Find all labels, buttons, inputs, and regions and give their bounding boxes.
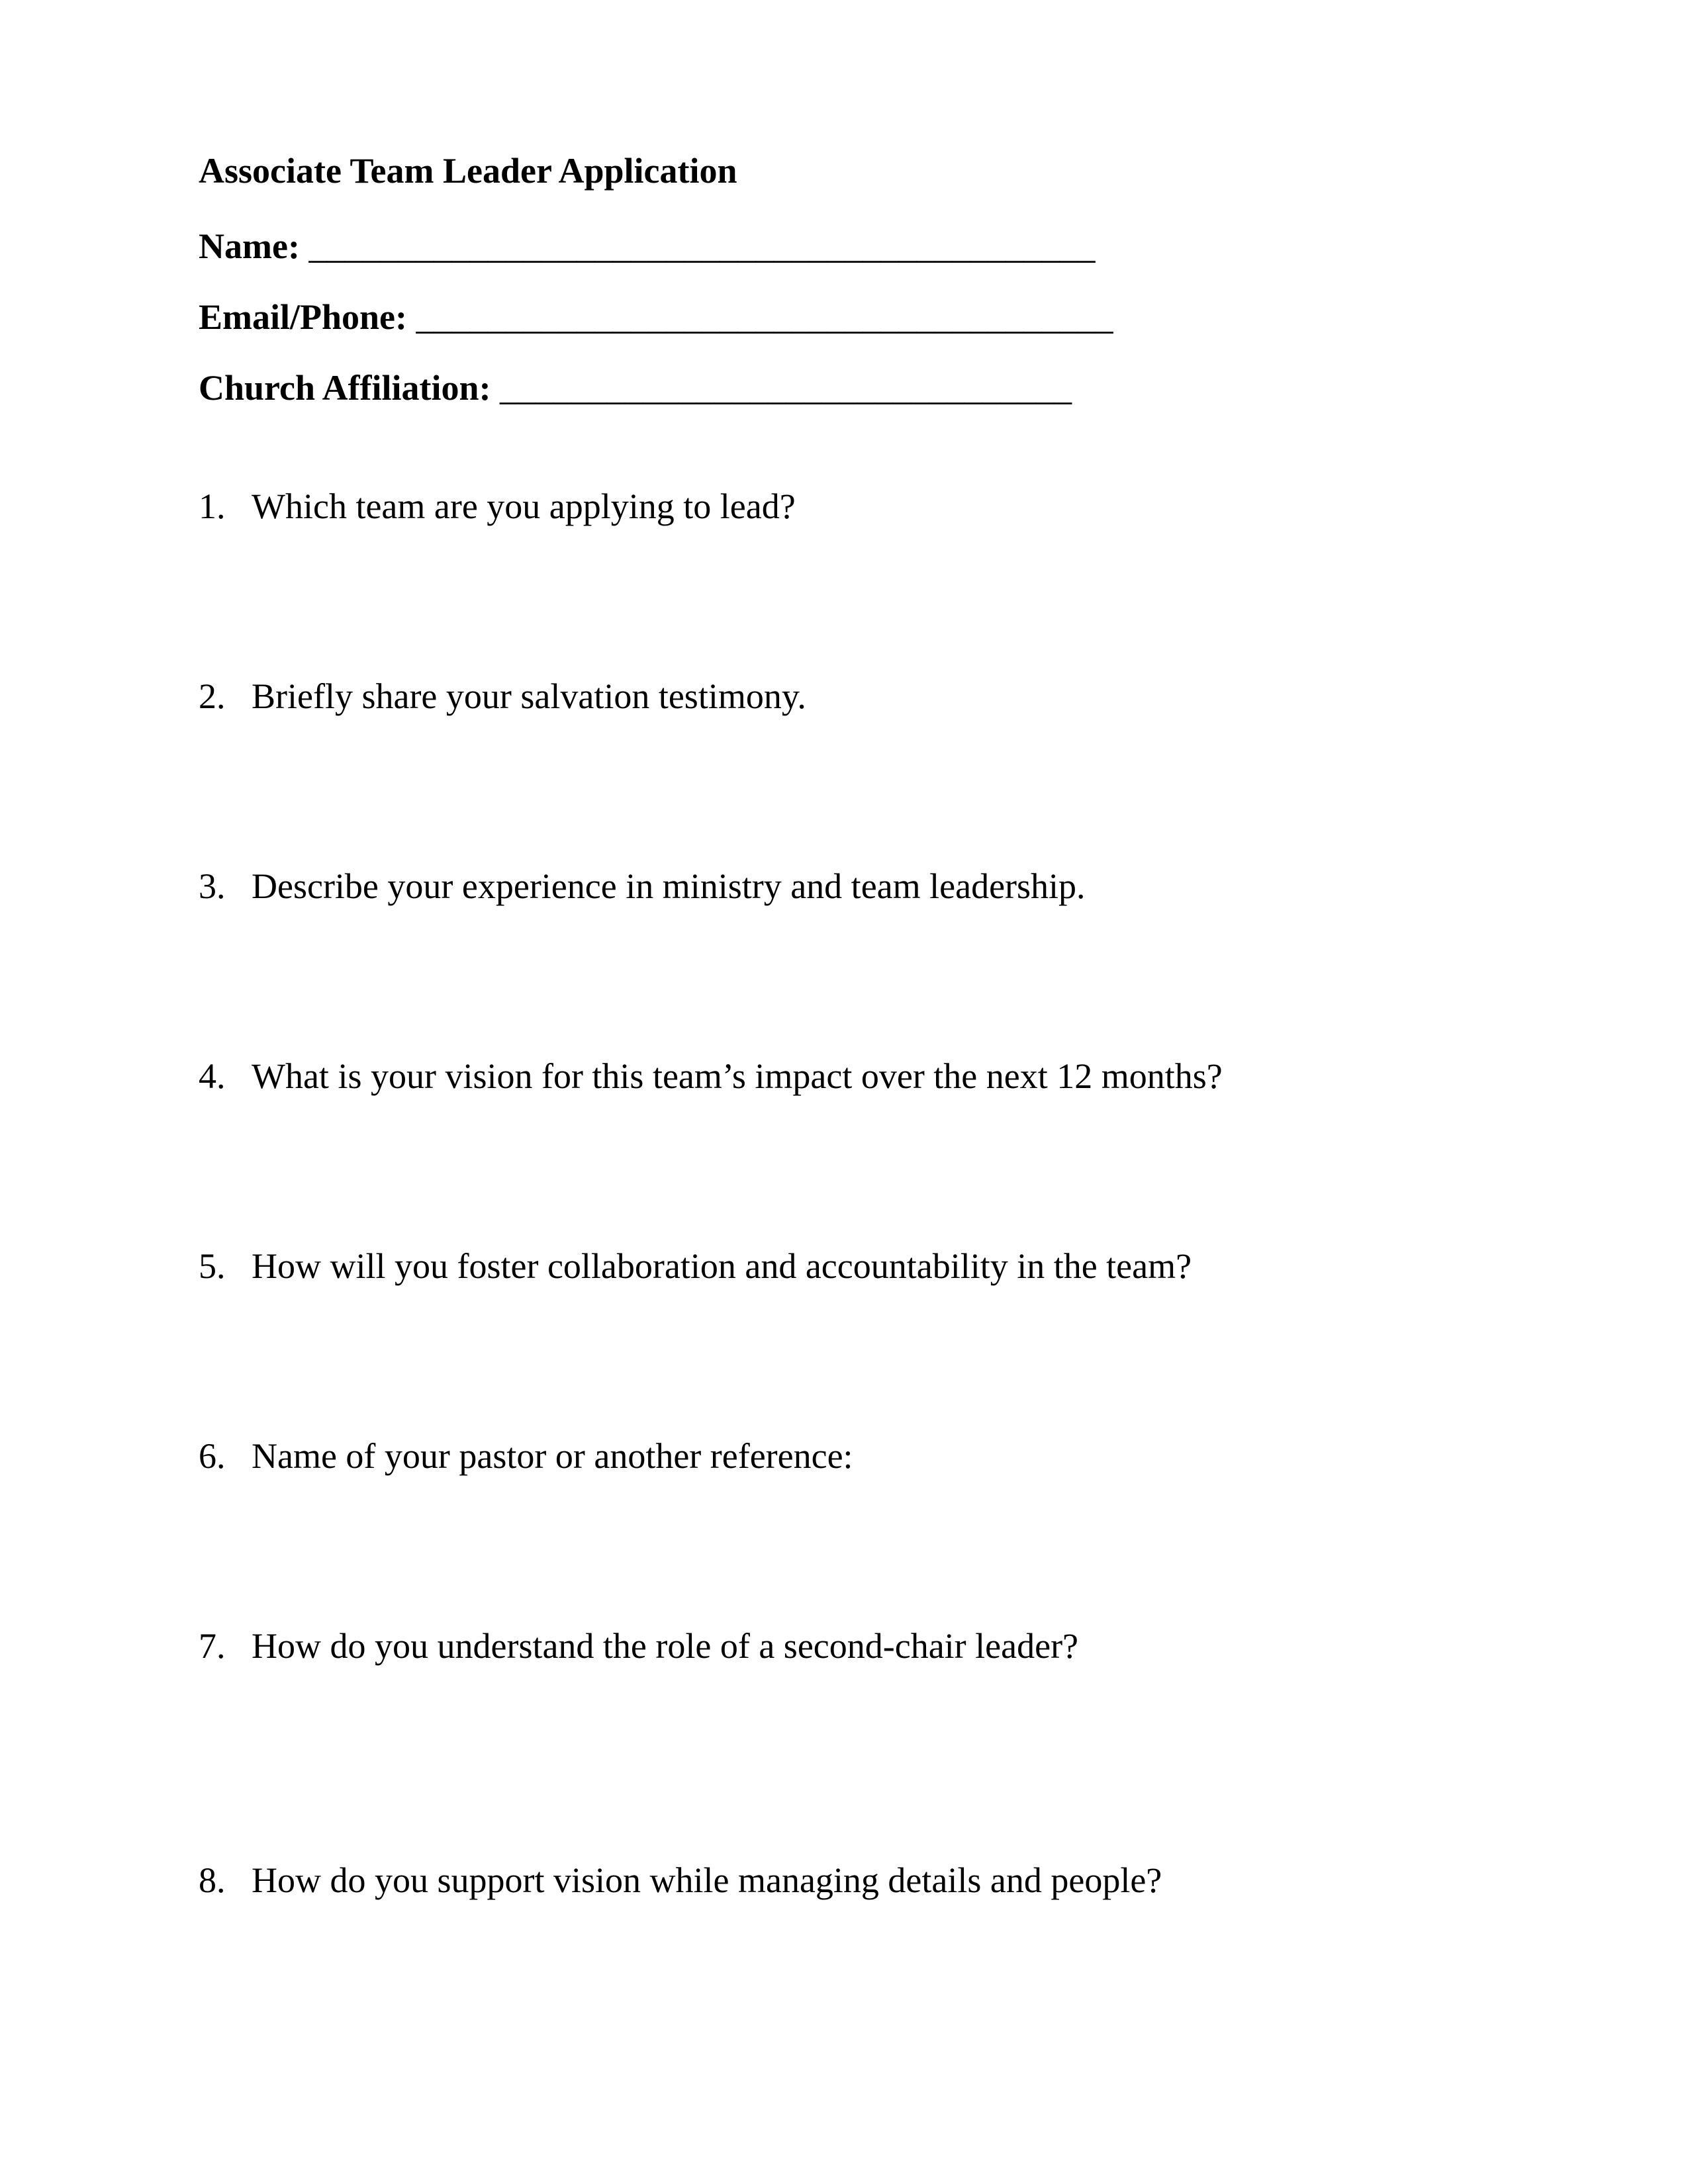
question-text: Describe your experience in ministry and team leadership.	[252, 866, 1086, 906]
question-item-4	[199, 1056, 1489, 1097]
question-text: Which team are you applying to lead?	[252, 486, 796, 526]
question-text: How will you foster collaboration and accountability in the team?	[252, 1246, 1192, 1286]
question-text: What is your vision for this team’s impact over the next 12 months?	[252, 1056, 1223, 1096]
church-affiliation-label: Church Affiliation:	[199, 368, 491, 408]
email-phone-label: Email/Phone:	[199, 297, 408, 337]
name-fill-line: ____________________________________________	[308, 226, 1096, 266]
question-item-3	[199, 866, 1489, 907]
email-phone-fill-line: _______________________________________	[416, 297, 1113, 337]
question-number: 1.	[199, 486, 226, 526]
question-item-7	[199, 1625, 1489, 1666]
question-number: 3.	[199, 866, 226, 906]
question-number: 5.	[199, 1246, 226, 1286]
question-list	[199, 486, 1489, 1901]
question-item-6	[199, 1435, 1489, 1477]
question-number: 4.	[199, 1056, 226, 1096]
question-number: 6.	[199, 1436, 226, 1476]
question-number: 2.	[199, 676, 226, 716]
question-item-1	[199, 486, 1489, 527]
question-number: 7.	[199, 1626, 226, 1666]
question-text: Briefly share your salvation testimony.	[252, 676, 806, 716]
church-affiliation-field-row	[199, 367, 1489, 408]
question-item-8	[199, 1860, 1489, 1901]
name-label: Name:	[199, 226, 300, 266]
page-title: Associate Team Leader Application	[199, 151, 737, 191]
question-item-2	[199, 676, 1489, 717]
church-affiliation-fill-line: ________________________________	[500, 368, 1072, 408]
question-number: 8.	[199, 1860, 226, 1900]
question-item-5	[199, 1246, 1489, 1287]
question-text: Name of your pastor or another reference:	[252, 1436, 853, 1476]
name-field-row	[199, 226, 1489, 267]
email-phone-field-row	[199, 296, 1489, 338]
question-text: How do you support vision while managing details and people?	[252, 1860, 1162, 1900]
question-text: How do you understand the role of a second-chair leader?	[252, 1626, 1079, 1666]
